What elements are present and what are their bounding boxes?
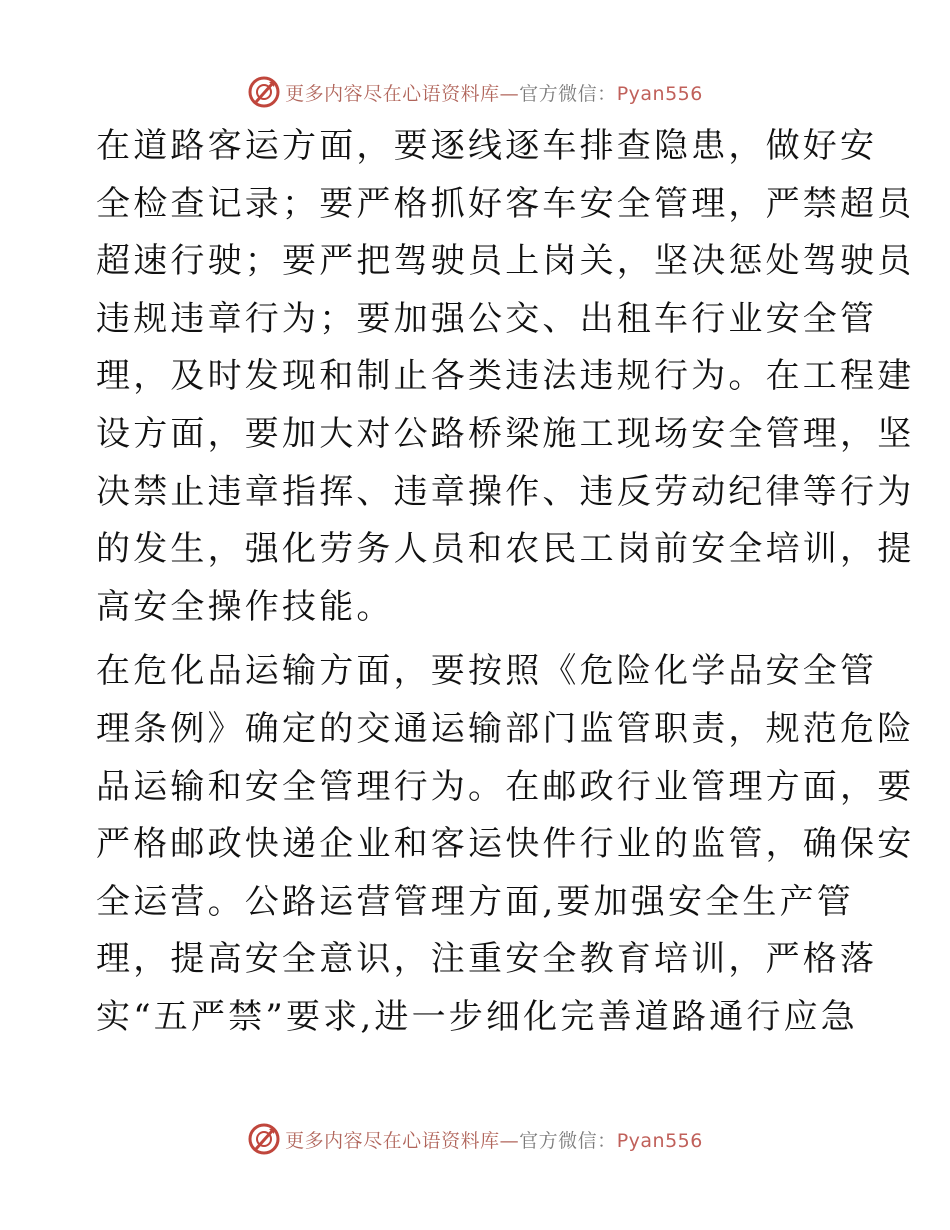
text-line: 超速行驶；要严把驾驶员上岗关，坚决惩处驾驶员 [96, 241, 915, 282]
paragraph-hazardous-chemicals [96, 643, 915, 1046]
text-line: 全运营。公路运营管理方面,要加强安全生产管 [96, 881, 855, 922]
brand-logo-icon [247, 75, 281, 109]
text-line: 的发生，强化劳务人员和农民工岗前安全培训，提 [96, 529, 915, 570]
document-body [96, 118, 915, 1054]
text-line: 设方面，要加大对公路桥梁施工现场安全管理，坚 [96, 413, 915, 454]
text-line: 在危化品运输方面，要按照《危险化学品安全管 [96, 651, 878, 692]
watermark-wechat-label: 官方微信： [519, 1129, 617, 1152]
watermark-wechat-id: Pyan556 [616, 1129, 703, 1152]
text-line: 高安全操作技能。 [96, 586, 394, 627]
watermark-slogan: 更多内容尽在心语资料库— [285, 1129, 520, 1152]
watermark-slogan: 更多内容尽在心语资料库— [285, 82, 520, 105]
footer-watermark-banner [0, 1119, 950, 1159]
text-line: 违规违章行为；要加强公交、出租车行业安全管 [96, 298, 878, 339]
text-line: 品运输和安全管理行为。在邮政行业管理方面，要 [96, 766, 915, 807]
brand-logo-icon [247, 1122, 281, 1156]
text-line: 理条例》确定的交通运输部门监管职责，规范危险 [96, 708, 915, 749]
watermark-text [285, 1126, 703, 1153]
text-line: 严格邮政快递企业和客运快件行业的监管，确保安 [96, 824, 915, 865]
text-line: 在道路客运方面，要逐线逐车排查隐患，做好安 [96, 126, 878, 166]
text-line: 实“五严禁”要求,进一步细化完善道路通行应急 [96, 996, 858, 1037]
text-line: 决禁止违章指挥、违章操作、违反劳动纪律等行为 [96, 471, 915, 512]
text-line: 理，提高安全意识，注重安全教育培训，严格落 [96, 939, 878, 980]
paragraph-road-passenger-transport [96, 118, 915, 636]
watermark-text [285, 79, 703, 106]
header-watermark-banner [0, 72, 950, 112]
text-line: 全检查记录；要严格抓好客车安全管理，严禁超员 [96, 183, 915, 224]
text-line: 理，及时发现和制止各类违法违规行为。在工程建 [96, 356, 915, 397]
watermark-wechat-label: 官方微信： [519, 82, 617, 105]
watermark-wechat-id: Pyan556 [616, 82, 703, 105]
